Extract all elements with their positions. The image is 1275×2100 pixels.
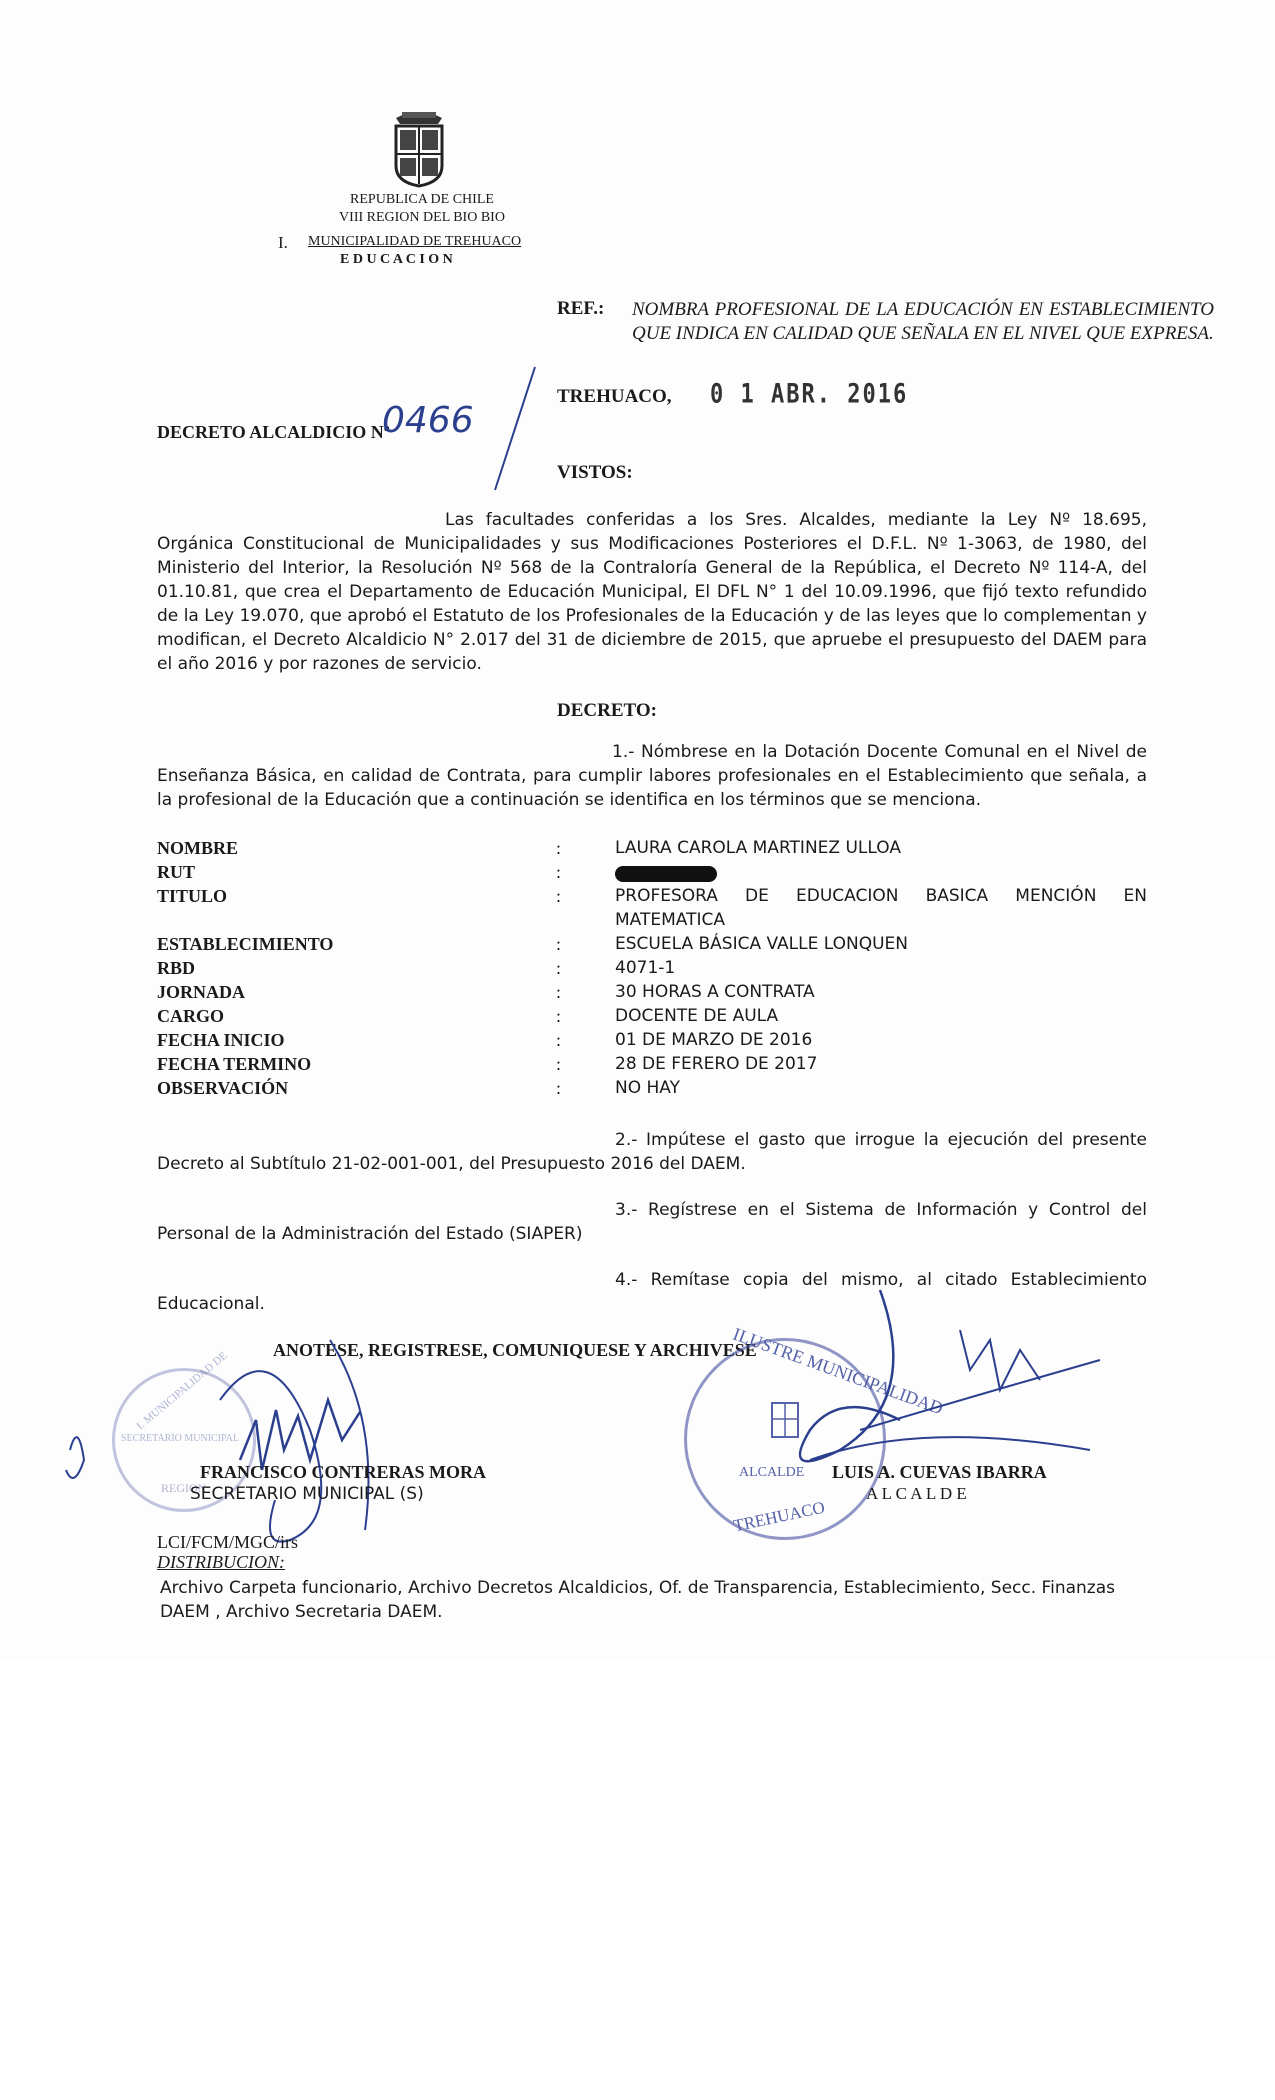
vistos-line: 01.10.81, que crea el Departamento de Educación Municipal, El DFL N° 1 del 10.09.1996, que fijó texto refundido: [157, 582, 1147, 602]
header-municipality: MUNICIPALIDAD DE TREHUACO: [308, 234, 522, 249]
field-colon: :: [556, 982, 562, 1002]
seal-center-text: ALCALDE: [739, 1465, 805, 1480]
field-value-fecha-termino: 28 DE FERERO DE 2017: [615, 1054, 818, 1074]
field-label: RBD: [157, 958, 196, 978]
article-1-line: 1.- Nómbrese en la Dotación Docente Comunal en el Nivel de: [612, 742, 1147, 762]
closing-formula: ANOTESE, REGISTRESE, COMUNIQUESE Y ARCHIVESE: [273, 1340, 757, 1360]
vistos-line: de la Ley 19.070, que aprobó el Estatuto de los Profesionales de la Educación y de las leyes que lo complementan y: [157, 606, 1147, 626]
field-colon: :: [556, 862, 562, 882]
decree-label: DECRETO ALCALDICIO Nº: [157, 422, 390, 442]
mayor-name: LUIS A. CUEVAS IBARRA: [832, 1462, 1047, 1482]
field-value-titulo-cont: MATEMATICA: [615, 910, 725, 930]
field-colon: :: [556, 838, 562, 858]
mayor-signature: [660, 1280, 1120, 1480]
initials: LCI/FCM/MGC/irs: [157, 1532, 299, 1552]
field-colon: :: [556, 958, 562, 978]
decree-number-handwritten: 0466: [382, 400, 474, 441]
distribution-label: DISTRIBUCION:: [157, 1552, 285, 1572]
field-value-observacion: NO HAY: [615, 1078, 680, 1098]
place-label: TREHUACO,: [557, 386, 672, 407]
header-republic: REPUBLICA DE CHILE: [350, 192, 494, 207]
header-prefix: I.: [278, 233, 288, 252]
article-3-line: Personal de la Administración del Estado (SIAPER): [157, 1224, 583, 1244]
field-label: TITULO: [157, 886, 228, 906]
field-colon: :: [556, 1054, 562, 1074]
mayor-title: A L C A L D E: [866, 1484, 967, 1503]
vistos-line: modifican, el Decreto Alcaldicio N° 2.017 del 31 de diciembre de 2015, que apruebe el presupuesto del DAEM para: [157, 630, 1147, 650]
field-value-nombre: LAURA CAROLA MARTINEZ ULLOA: [615, 838, 901, 858]
article-3-line: 3.- Regístrese en el Sistema de Información y Control del: [615, 1200, 1147, 1220]
article-1-line: Enseñanza Básica, en calidad de Contrata, para cumplir labores profesionales en el Establecimiento que señala, a: [157, 766, 1147, 786]
secretary-signature: [60, 1320, 500, 1560]
blank-area: [0, 1660, 1275, 2100]
municipal-crest-icon: [388, 104, 450, 188]
article-2-line: 2.- Impútese el gasto que irrogue la ejecución del presente: [615, 1130, 1147, 1150]
vistos-line: el año 2016 y por razones de servicio.: [157, 654, 482, 674]
vistos-line: Las facultades conferidas a los Sres. Alcaldes, mediante la Ley Nº 18.695,: [445, 510, 1147, 530]
secretary-title-text: SECRETARIO MUNICIPAL (S): [190, 1484, 424, 1504]
vistos-line: Orgánica Constitucional de Municipalidades y sus Modificaciones Posteriores el D.F.L. Nº 1-3063, de 1980, del: [157, 534, 1147, 554]
seal-ring-text: I. MUNICIPALIDAD DE: [134, 1349, 230, 1433]
date-stamp: 0 1 ABR. 2016: [710, 379, 909, 410]
secretary-name: FRANCISCO CONTRERAS MORA: [200, 1462, 487, 1482]
field-label: FECHA INICIO: [157, 1030, 285, 1050]
article-4-line: 4.- Remítase copia del mismo, al citado Establecimiento: [615, 1270, 1147, 1290]
distribution-line: Archivo Carpeta funcionario, Archivo Decretos Alcaldicios, Of. de Transparencia, Establecimiento, Secc. Finanzas: [160, 1578, 1115, 1598]
decreto-heading: DECRETO:: [557, 700, 657, 721]
seal-top-text: ILUSTRE MUNICIPALIDAD: [730, 1323, 946, 1419]
ref-text: NOMBRA PROFESIONAL DE LA EDUCACIÓN EN ESTABLECIMIENTO QUE INDICA EN CALIDAD QUE SEÑALA EN EL NIVEL QUE EXPRESA.: [632, 299, 1214, 344]
field-label: NOMBRE: [157, 838, 238, 858]
field-label: OBSERVACIÓN: [157, 1078, 289, 1098]
vistos-heading: VISTOS:: [557, 462, 633, 483]
article-4-line: Educacional.: [157, 1294, 265, 1314]
field-colon: :: [556, 1030, 562, 1050]
vistos-line: Ministerio del Interior, la Resolución Nº 568 de la Contraloría General de la República, el Decreto Nº 114-A, del: [157, 558, 1147, 578]
field-colon: :: [556, 1078, 562, 1098]
field-value-rut-redacted: 17.640.097-0: [615, 866, 717, 882]
seal-bottom-text: TREHUACO: [731, 1497, 827, 1536]
ref-label: REF.:: [557, 298, 605, 319]
field-value-cargo: DOCENTE DE AULA: [615, 1006, 779, 1026]
field-value-rbd: 4071-1: [615, 958, 676, 978]
field-colon: :: [556, 886, 562, 906]
seal-bottom-text: REGION: [161, 1481, 207, 1495]
field-label: RUT: [157, 862, 196, 882]
article-2-line: Decreto al Subtítulo 21-02-001-001, del Presupuesto 2016 del DAEM.: [157, 1154, 746, 1174]
field-value-establecimiento: ESCUELA BÁSICA VALLE LONQUEN: [615, 934, 908, 954]
field-label: ESTABLECIMIENTO: [157, 934, 334, 954]
decree-slash-mark: [480, 365, 540, 495]
field-label: FECHA TERMINO: [157, 1054, 312, 1074]
header-department: E D U C A C I O N: [340, 252, 453, 267]
article-1-line: la profesional de la Educación que a continuación se identifica en los términos que se menciona.: [157, 790, 982, 810]
distribution-line: DAEM , Archivo Secretaria DAEM.: [160, 1602, 443, 1622]
field-colon: :: [556, 1006, 562, 1026]
field-value-titulo: PROFESORA DE EDUCACION BASICA MENCIÓN EN: [615, 886, 1147, 906]
field-value-jornada: 30 HORAS A CONTRATA: [615, 982, 815, 1002]
header-region: VIII REGION DEL BIO BIO: [339, 210, 505, 225]
seal-mid-text: SECRETARIO MUNICIPAL: [121, 1433, 240, 1444]
field-label: CARGO: [157, 1006, 224, 1026]
field-label: JORNADA: [157, 982, 245, 1002]
field-colon: :: [556, 934, 562, 954]
field-value-fecha-inicio: 01 DE MARZO DE 2016: [615, 1030, 813, 1050]
